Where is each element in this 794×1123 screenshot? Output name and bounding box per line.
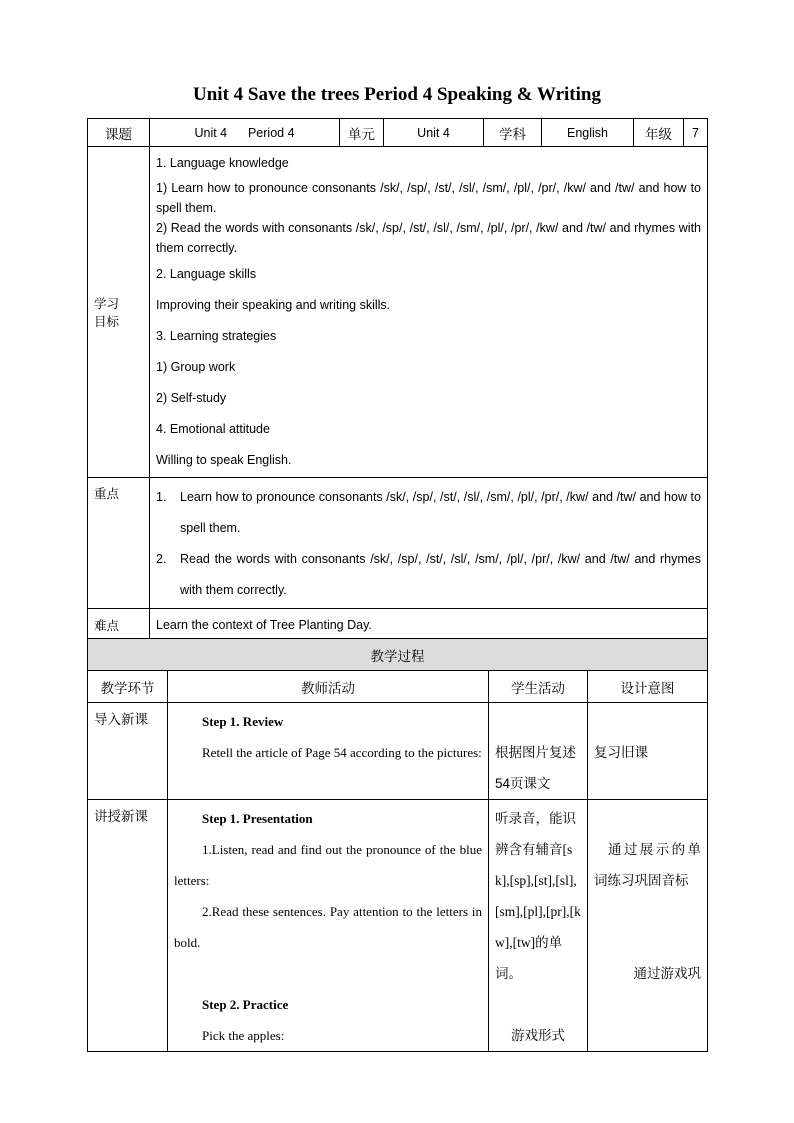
subject-value: English <box>542 119 634 147</box>
unit-label: 单元 <box>340 119 384 147</box>
lesson-info-table <box>87 118 708 641</box>
grade-label: 年级 <box>634 119 684 147</box>
stage-intro: 导入新课 <box>88 703 168 800</box>
key-point-item <box>156 482 701 544</box>
subject-label: 学科 <box>484 119 542 147</box>
student-activity-intro: 根据图片复述54页课文 <box>489 703 588 800</box>
process-header: 教学过程 <box>88 639 708 671</box>
teacher-activity-intro <box>168 703 489 800</box>
student-activity-text: 听录音，能识辨含有辅音[sk],[sp],[st],[sl],[sm],[pl],[pr],[kw],[tw]的单词。 <box>495 811 581 981</box>
step-text: 2.Read these sentences. Pay attention to the letters in bold. <box>174 904 482 950</box>
unit-value: Unit 4 <box>384 119 484 147</box>
goals-label-line2: 目标 <box>94 315 120 329</box>
stage-new-lesson: 讲授新课 <box>88 800 168 1052</box>
key-point-number: 1. <box>156 490 167 504</box>
student-activity-text: 游戏形式 <box>511 1028 565 1043</box>
step-title: Step 2. Practice <box>202 997 289 1012</box>
design-intent-text: 通过游戏巩 <box>633 966 701 981</box>
goal-line: 1) Group work <box>156 360 236 374</box>
lesson-label: 课题 <box>88 119 150 147</box>
grade-value: 7 <box>684 119 708 147</box>
difficulty-text: Learn the context of Tree Planting Day. <box>150 609 708 641</box>
teacher-activity-new-lesson <box>168 800 489 1052</box>
column-header-stage: 教学环节 <box>88 671 168 703</box>
key-point-number: 2. <box>156 552 167 566</box>
step-text: 1.Listen, read and find out the pronounce of the blue letters: <box>174 842 482 888</box>
key-point-item <box>156 544 701 606</box>
design-intent-text: 通过展示的单词练习巩固音标 <box>594 842 701 888</box>
design-intent-intro: 复习旧课 <box>588 703 708 800</box>
goal-line: 3. Learning strategies <box>156 329 277 343</box>
goals-label-line1: 学习 <box>94 297 120 311</box>
goal-line: 1. Language knowledge <box>156 156 289 170</box>
goals-content <box>150 147 708 478</box>
design-intent-new-lesson <box>588 800 708 1052</box>
step-title: Step 1. Review <box>202 714 284 729</box>
goal-line: 4. Emotional attitude <box>156 422 270 436</box>
step-text: Retell the article of Page 54 according to the pictures: <box>202 745 482 760</box>
step-text: Pick the apples: <box>202 1028 285 1043</box>
student-activity-new-lesson <box>489 800 588 1052</box>
column-header-intent: 设计意图 <box>588 671 708 703</box>
key-points-content <box>150 478 708 609</box>
key-points-label: 重点 <box>88 478 150 609</box>
goal-line: Improving their speaking and writing skills. <box>156 298 391 312</box>
column-header-teacher: 教师活动 <box>168 671 489 703</box>
teaching-process-table <box>87 638 708 1052</box>
goal-line: 2) Read the words with consonants /sk/, /sp/, /st/, /sl/, /sm/, /pl/, /pr/, /kw/ and /tw/ and rhymes with them correctly. <box>156 221 701 255</box>
step-title: Step 1. Presentation <box>202 811 313 826</box>
goal-line: Willing to speak English. <box>156 453 292 467</box>
page-title: Unit 4 Save the trees Period 4 Speaking & Writing <box>193 84 601 105</box>
difficulty-label: 难点 <box>88 609 150 641</box>
goal-line: 2. Language skills <box>156 267 257 281</box>
key-point-text: Learn how to pronounce consonants /sk/, /sp/, /st/, /sl/, /sm/, /pl/, /pr/, /kw/ and /tw/ and how to spell them. <box>180 490 701 535</box>
lesson-value: Unit 4 Period 4 <box>150 119 340 147</box>
goal-line: 2) Self-study <box>156 391 227 405</box>
goal-line: 1) Learn how to pronounce consonants /sk/, /sp/, /st/, /sl/, /sm/, /pl/, /pr/, /kw/ and /tw/ and how to spell them. <box>156 181 701 215</box>
column-header-student: 学生活动 <box>489 671 588 703</box>
key-point-text: Read the words with consonants /sk/, /sp/, /st/, /sl/, /sm/, /pl/, /pr/, /kw/ and /tw/ and rhymes with them correctly. <box>180 552 701 597</box>
goals-label <box>88 147 150 478</box>
